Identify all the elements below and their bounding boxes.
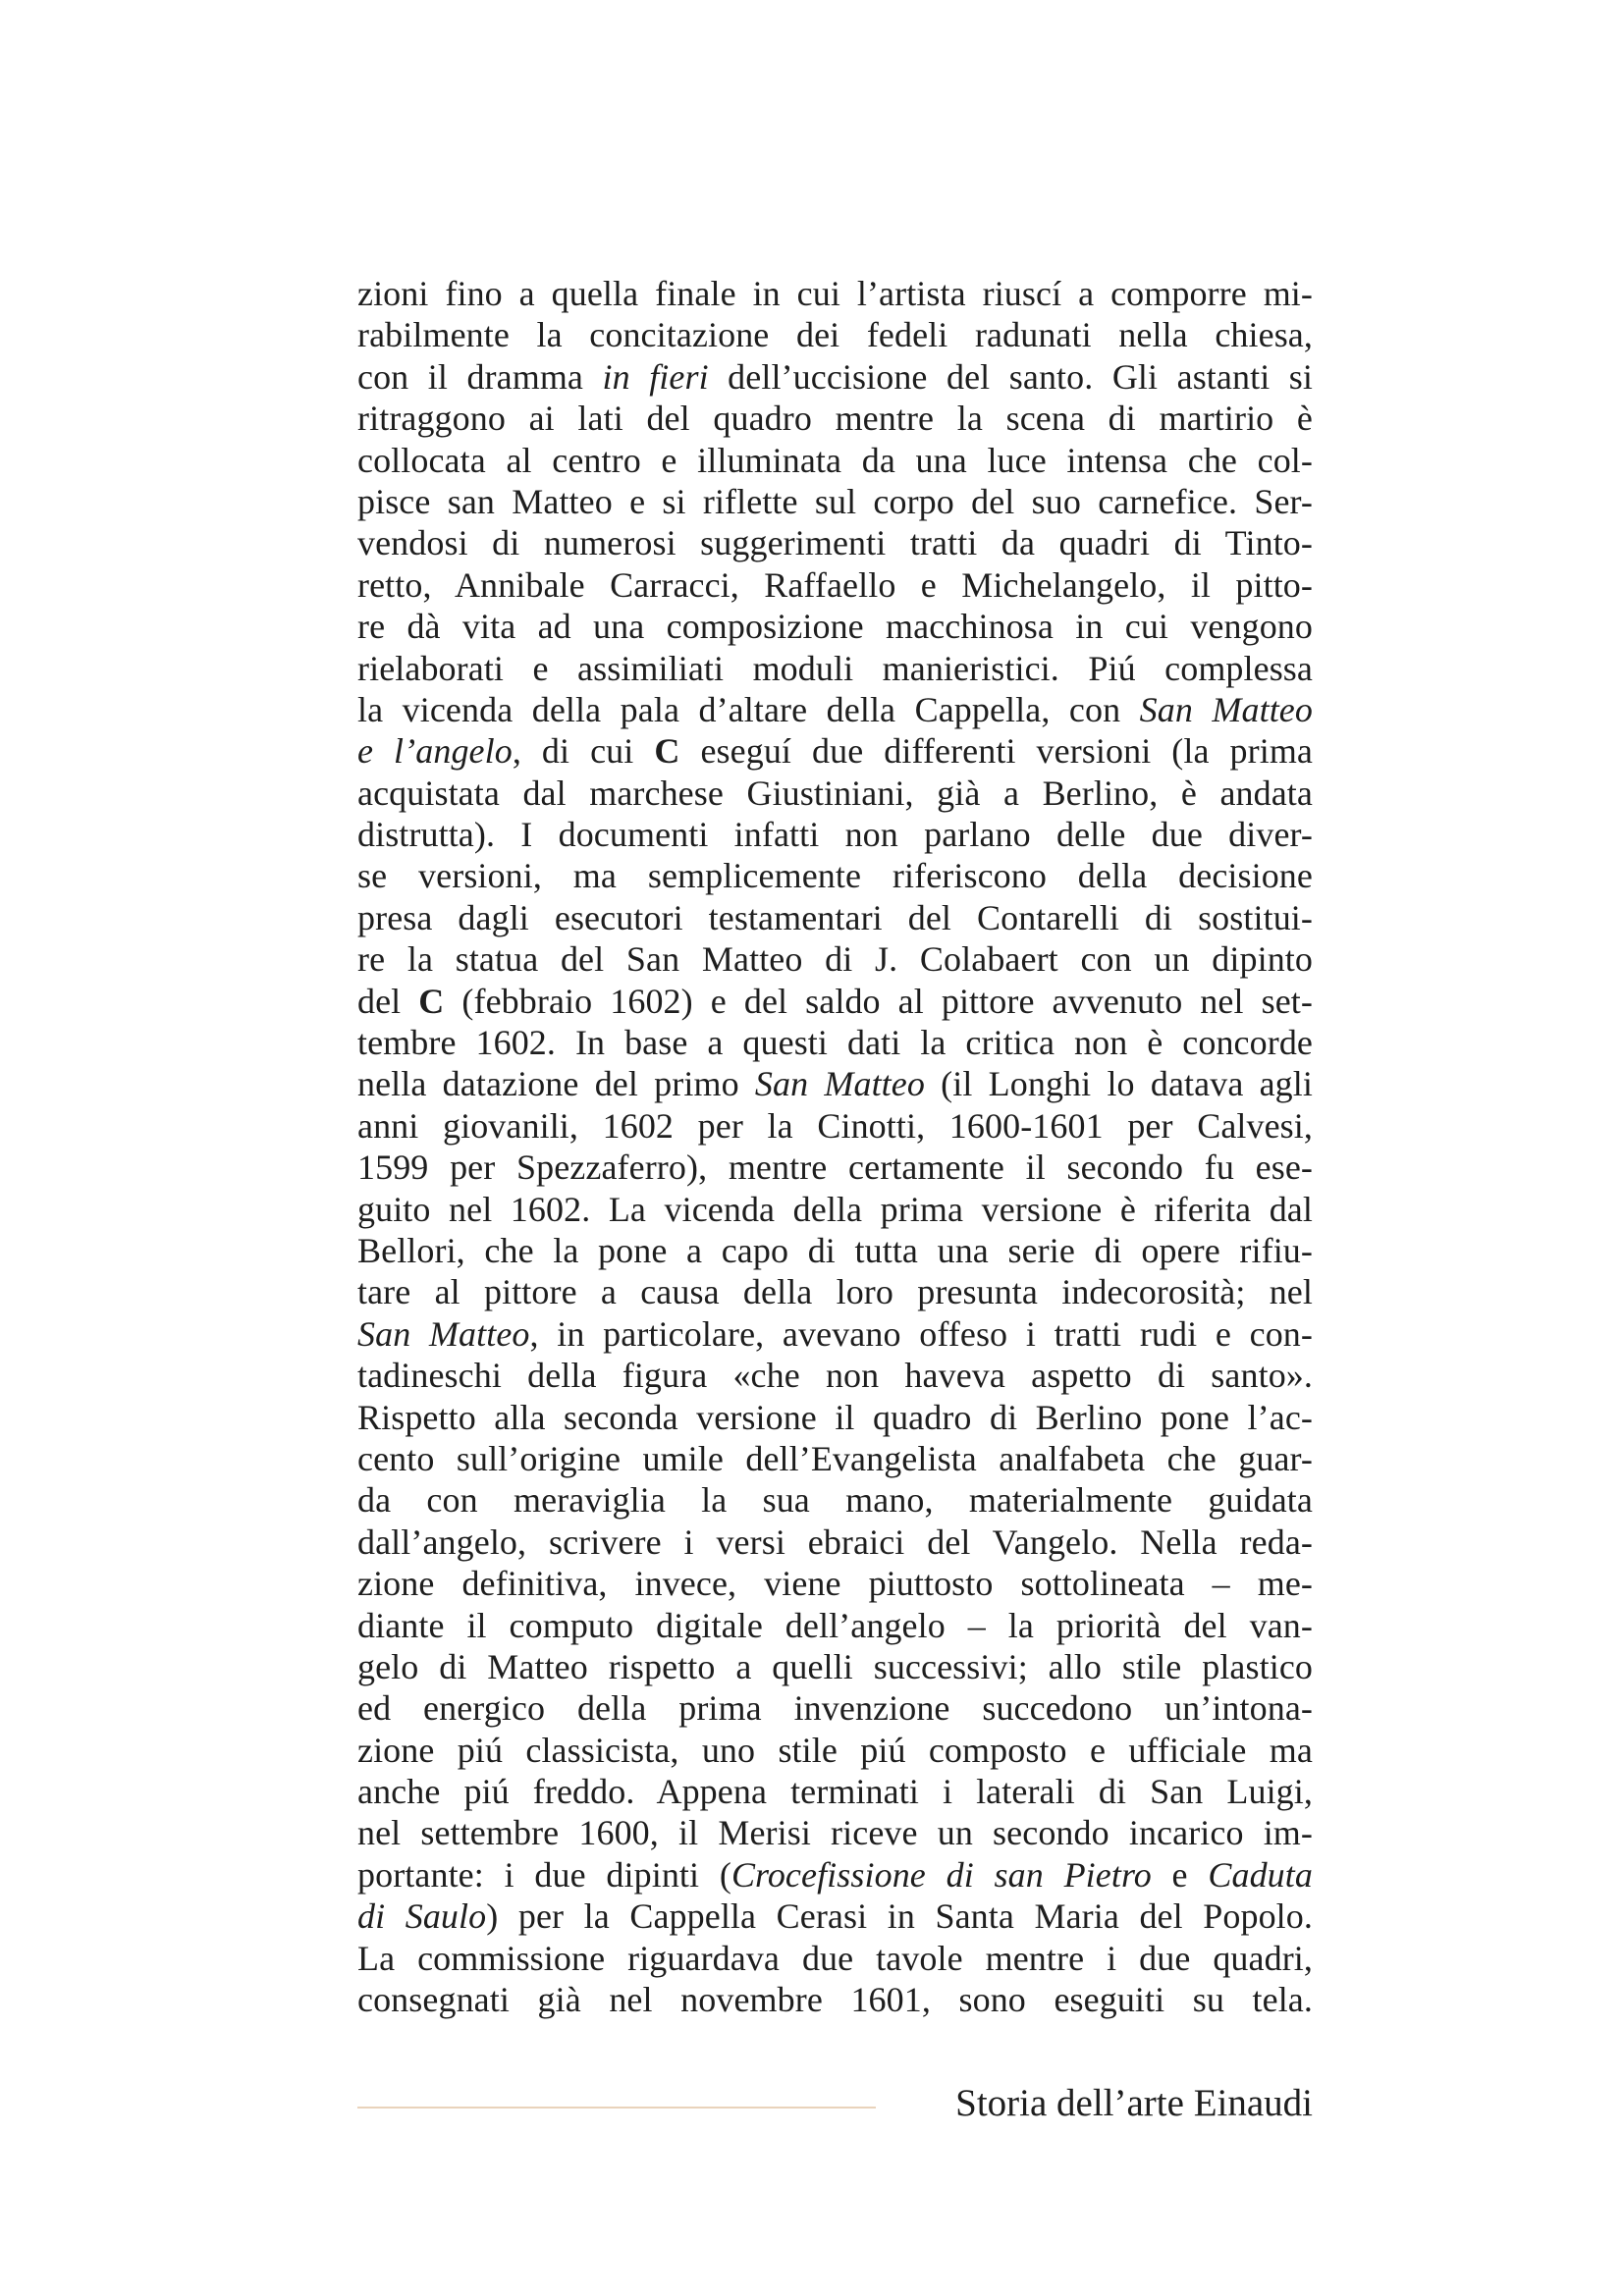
text-run: portante: i due dipinti (	[357, 1854, 731, 1895]
text-line-35	[357, 1687, 1313, 1729]
text-line-34	[357, 1646, 1313, 1687]
text-run: zione piú classicista, uno stile piú composto e ufficiale ma	[357, 1730, 1313, 1770]
text-run: , di cui	[512, 731, 655, 772]
text-run: rielaborati e assimiliati moduli manieristici. Piú complessa	[357, 648, 1313, 688]
text-run: cento sull’origine umile dell’Evangelista analfabeta che guar-	[357, 1438, 1313, 1478]
text-run: la vicenda della pala d’altare della Cappella, con	[357, 689, 1140, 729]
text-line-38	[357, 1812, 1313, 1853]
text-line-17	[357, 938, 1313, 980]
text-run: zione definitiva, invece, viene piuttosto sottolineata – me-	[357, 1564, 1313, 1604]
text-run: pisce san Matteo e si riflette sul corpo del suo carnefice. Ser-	[357, 481, 1313, 521]
text-line-4	[357, 398, 1313, 439]
text-line-5	[357, 440, 1313, 481]
text-run: se versioni, ma semplicemente riferiscono della decisione	[357, 856, 1313, 896]
text-run: ritraggono ai lati del quadro mentre la scena di martirio è	[357, 399, 1313, 439]
text-line-36	[357, 1730, 1313, 1771]
text-run: rabilmente la concitazione dei fedeli radunati nella chiesa,	[357, 315, 1313, 355]
text-line-31	[357, 1522, 1313, 1563]
text-line-39	[357, 1854, 1313, 1896]
text-run: La commissione riguardava due tavole mentre i due quadri,	[357, 1938, 1313, 1978]
text-line-28	[357, 1397, 1313, 1438]
footer-publication-title: Storia dell’arte Einaudi	[955, 2082, 1313, 2124]
text-run: anni giovanili, 1602 per la Cinotti, 1600-1601 per Calvesi,	[357, 1105, 1313, 1146]
text-line-25	[357, 1271, 1313, 1312]
text-run: dell’uccisione del santo. Gli astanti si	[708, 356, 1313, 397]
text-run: del	[357, 981, 419, 1021]
text-line-9	[357, 606, 1313, 647]
text-line-10	[357, 648, 1313, 689]
text-line-24	[357, 1230, 1313, 1271]
text-line-6	[357, 481, 1313, 522]
text-run: 1599 per Spezzaferro), mentre certamente il secondo fu ese-	[357, 1148, 1313, 1188]
text-line-15	[357, 855, 1313, 896]
text-run: presa dagli esecutori testamentari del Contarelli di sostitui-	[357, 897, 1313, 937]
italic-title: San Matteo	[754, 1064, 925, 1104]
text-run: (febbraio 1602) e del saldo al pittore avvenuto nel set-	[444, 981, 1313, 1021]
text-run: eseguí due differenti versioni (la prima	[679, 731, 1314, 772]
text-run: e	[1151, 1854, 1209, 1895]
text-line-26	[357, 1313, 1313, 1355]
text-line-40	[357, 1896, 1313, 1937]
text-run: acquistata dal marchese Giustiniani, già a Berlino, è andata	[357, 773, 1313, 813]
text-run: , in particolare, avevano offeso i tratti rudi e con-	[529, 1313, 1313, 1354]
text-line-37	[357, 1771, 1313, 1812]
text-line-2	[357, 314, 1313, 355]
text-line-42	[357, 1979, 1313, 2020]
text-run: ed energico della prima invenzione succedono un’intona-	[357, 1688, 1313, 1729]
text-line-14	[357, 814, 1313, 855]
text-line-20	[357, 1063, 1313, 1104]
footer-rule	[357, 2107, 876, 2109]
italic-title: di Saulo	[357, 1896, 487, 1937]
text-run: vendosi di numerosi suggerimenti tratti da quadri di Tinto-	[357, 523, 1313, 563]
text-run: guito nel 1602. La vicenda della prima versione è riferita dal	[357, 1189, 1313, 1229]
text-run: anche piú freddo. Appena terminati i laterali di San Luigi,	[357, 1772, 1313, 1812]
text-run: consegnati già nel novembre 1601, sono eseguiti su tela.	[357, 1980, 1313, 2020]
text-line-18	[357, 981, 1313, 1022]
italic-term: in fieri	[602, 356, 709, 397]
text-run: distrutta). I documenti infatti non parlano delle due diver-	[357, 815, 1313, 855]
text-line-23	[357, 1189, 1313, 1230]
text-line-19	[357, 1022, 1313, 1063]
text-run: tare al pittore a causa della loro presunta indecorosità; nel	[357, 1272, 1313, 1312]
text-run: zioni fino a quella finale in cui l’artista riuscí a comporre mi-	[357, 274, 1313, 313]
text-line-13	[357, 773, 1313, 814]
text-line-22	[357, 1147, 1313, 1188]
text-line-16	[357, 897, 1313, 938]
italic-title: e l’angelo	[357, 731, 513, 772]
text-run: (il Longhi lo datava agli	[924, 1064, 1313, 1104]
text-run: tembre 1602. In base a questi dati la critica non è concorde	[357, 1023, 1313, 1063]
text-line-12	[357, 730, 1313, 772]
body-text	[357, 273, 1313, 2020]
text-line-8	[357, 564, 1313, 606]
text-run: Rispetto alla seconda versione il quadro di Berlino pone l’ac-	[357, 1397, 1313, 1437]
text-run: dall’angelo, scrivere i versi ebraici del Vangelo. Nella reda-	[357, 1522, 1313, 1562]
text-line-29	[357, 1438, 1313, 1479]
text-line-1	[357, 273, 1313, 314]
bold-initial: C	[654, 731, 680, 772]
text-line-30	[357, 1479, 1313, 1521]
text-run: diante il computo digitale dell’angelo – la priorità del van-	[357, 1605, 1313, 1645]
text-run: retto, Annibale Carracci, Raffaello e Michelangelo, il pitto-	[357, 564, 1313, 605]
text-run: nella datazione del primo	[357, 1064, 755, 1104]
italic-title: San Matteo	[1139, 689, 1313, 729]
text-line-3	[357, 356, 1313, 398]
text-run: re la statua del San Matteo di J. Colabaert con un dipinto	[357, 939, 1313, 980]
text-line-41	[357, 1938, 1313, 1979]
text-run: ) per la Cappella Cerasi in Santa Maria del Popolo.	[486, 1896, 1313, 1937]
bold-initial: C	[418, 981, 445, 1021]
text-line-21	[357, 1105, 1313, 1147]
text-line-32	[357, 1563, 1313, 1604]
text-line-11	[357, 689, 1313, 730]
text-run: re dà vita ad una composizione macchinosa in cui vengono	[357, 607, 1313, 647]
text-run: gelo di Matteo rispetto a quelli successivi; allo stile plastico	[357, 1646, 1313, 1686]
italic-title: San Matteo	[357, 1313, 530, 1354]
text-line-7	[357, 522, 1313, 563]
text-line-27	[357, 1355, 1313, 1396]
text-run: con il dramma	[357, 356, 603, 397]
text-run: nel settembre 1600, il Merisi riceve un secondo incarico im-	[357, 1813, 1313, 1853]
italic-title: Crocefissione di san Pietro	[730, 1854, 1152, 1895]
text-run: da con meraviglia la sua mano, materialmente guidata	[357, 1480, 1313, 1521]
text-run: Bellori, che la pone a capo di tutta una serie di opere rifiu-	[357, 1230, 1313, 1270]
text-run: collocata al centro e illuminata da una luce intensa che col-	[357, 440, 1313, 480]
italic-title: Caduta	[1208, 1854, 1313, 1895]
text-run: tadineschi della figura «che non haveva aspetto di santo».	[357, 1356, 1313, 1396]
text-line-33	[357, 1605, 1313, 1646]
